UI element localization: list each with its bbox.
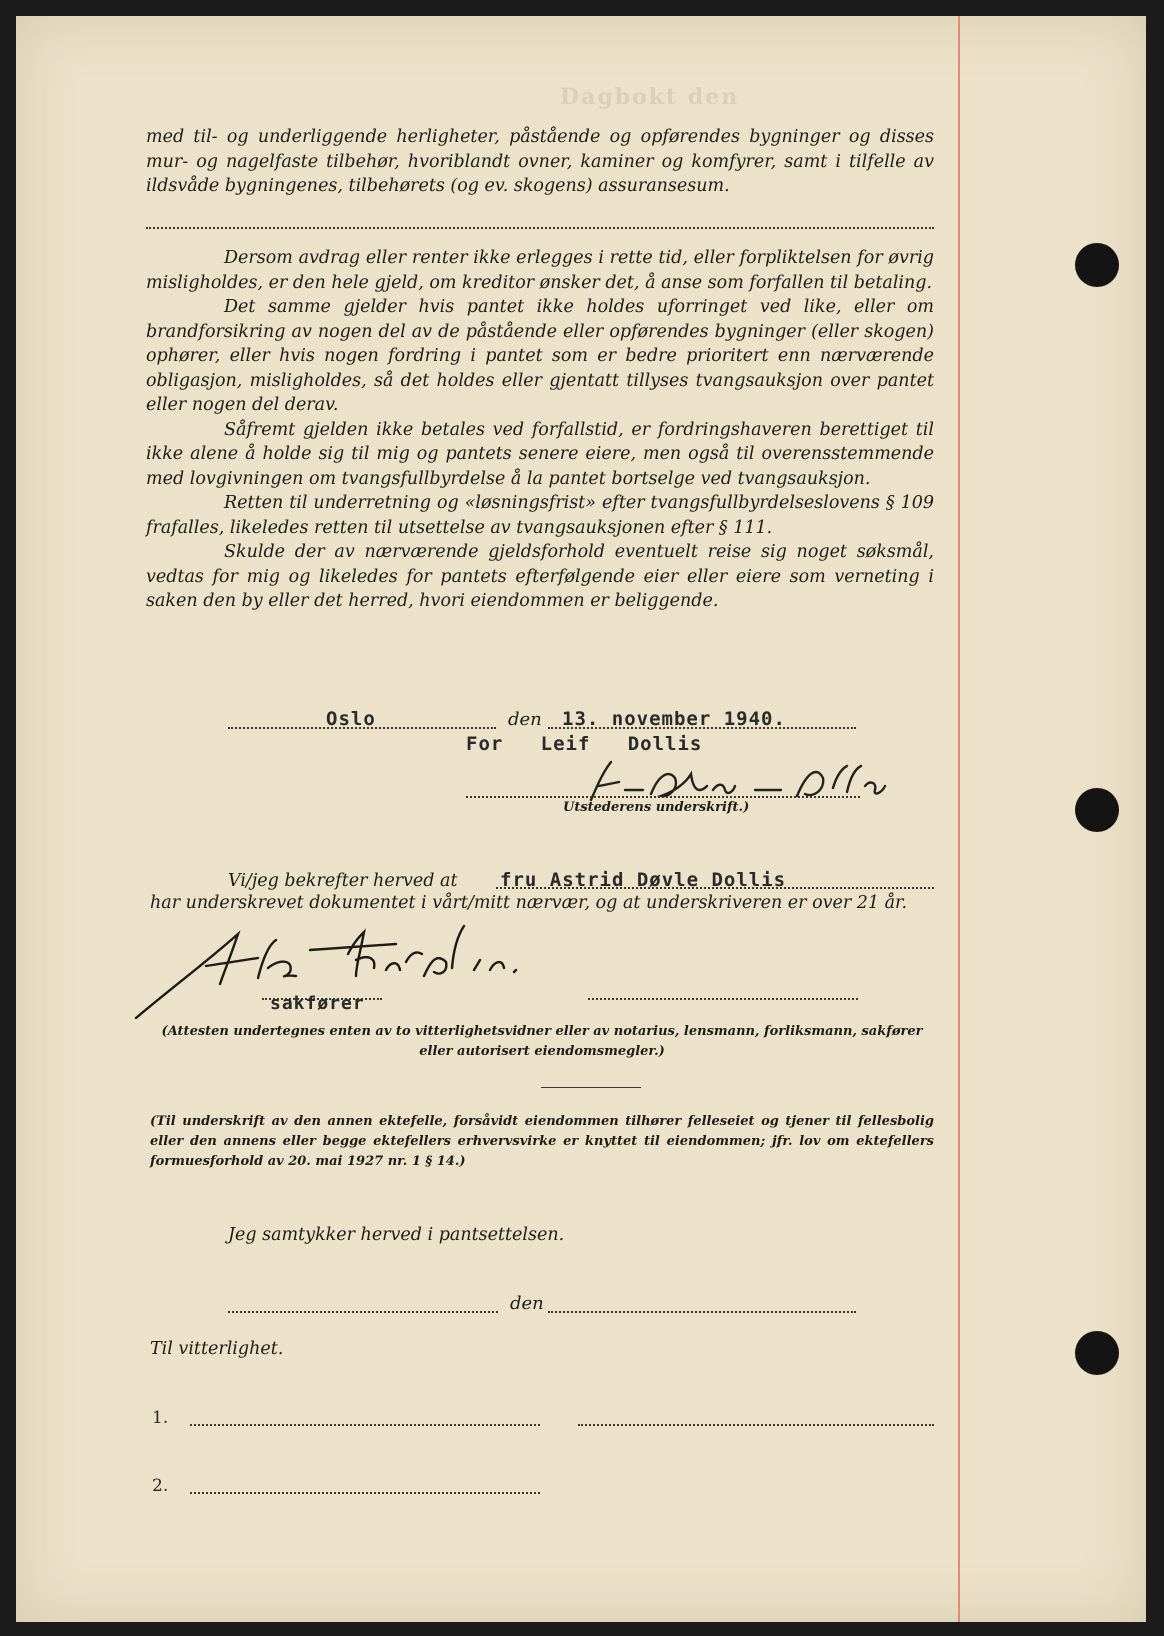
place-field: Oslo — [326, 708, 376, 730]
clause-venue: Skulde der av nærværende gjeldsforhold eventuelt reise sig noget søksmål, vedtas for mig og likeledes for pantets efterfølgende eier eller eiere som verneting i saken den by eller det herred, hvori eiendommen er beliggende. — [146, 542, 934, 611]
attest-note: (Attesten undertegnes enten av to vitterlighetsvidner eller av notarius, lensmann, forliksmann, sakfører eller autorisert eiendomsmegler.) — [161, 1024, 923, 1059]
punch-hole-bottom — [1075, 1331, 1119, 1375]
section-rule — [541, 1087, 641, 1088]
intro-paragraph: med til- og underliggende herligheter, påstående og opførendes bygninger og disses mur- og nagelfaste tilbehør, hvoriblandt ovner, kaminer og komfyrer, samt i tilfelle av ildsvåde bygningenes, tilbehørets (og ev. skogens) assuransesum. — [146, 127, 934, 196]
witness-number-2: 2. — [152, 1476, 169, 1496]
terms-section — [146, 246, 934, 614]
date-field: 13. november 1940. — [562, 708, 786, 730]
clause-forced-sale: Såfremt gjelden ikke betales ved forfallstid, er fordringshaveren berettiget til ikke alene å holde sig til mig og pantets senere eiere, men også til overensstemmende med lovgivningen om tvangsfullbyrdelse å la pantet bortselge ved tvangsauksjon. — [146, 419, 934, 489]
attest-prefix: Vi/jeg bekrefter herved at — [228, 871, 458, 891]
clause-insurance: Det samme gjelder hvis pantet ikke holdes uforringet ved like, eller om brandforsikring av nogen del av de påstående eller opførendes bygninger (eller skogen) ophører, eller hvis nogen fordring i pantet som er bedre prioritert enn nærværende obligasjon, misligholdes, så det holdes eller gjentatt tillyses tvangsauksjon over pantet eller nogen del derav. — [146, 297, 934, 415]
witness-2-name-field[interactable] — [190, 1492, 540, 1494]
punch-hole-top — [1075, 243, 1119, 287]
attest-name: fru Astrid Døvle Dollis — [500, 869, 787, 891]
clause-notice: Retten til underretning og «løsningsfrist» efter tvangsfullbyrdelseslovens § 109 frafalles, likeledes retten til utsettelse av tvangsauksjonen efter § 111. — [146, 493, 934, 538]
witness-1-address-field[interactable] — [578, 1424, 934, 1426]
consent-place-field[interactable] — [228, 1311, 498, 1313]
witness-heading: Til vitterlighet. — [150, 1339, 284, 1359]
issuer-signature-caption: Utstederens underskrift.) — [563, 800, 750, 815]
den-label: den — [508, 709, 542, 730]
faded-heading: Dagbokt den — [560, 84, 740, 110]
spouse-note: (Til underskrift av den annen ektefelle, forsåvidt eiendommen tilhører felleseiet og tjener til fellesbolig eller den annens eller begge ektefellers erhvervsvirke er knyttet til eiendommen; jfr. lov om ektefellers formuesforhold av 20. mai 1927 nr. 1 § 14.) — [150, 1114, 934, 1169]
dotted-separator — [146, 227, 934, 229]
margin-rule — [958, 16, 960, 1622]
consent-den-label: den — [510, 1293, 544, 1314]
signatory-typed: For Leif Dollis — [466, 733, 703, 755]
attest-statement: har underskrevet dokumentet i vårt/mitt nærvær, og at underskriveren er over 21 år. — [150, 893, 908, 913]
clause-default: Dersom avdrag eller renter ikke erlegges i rette tid, eller forpliktelsen for øvrig misligholdes, er den hele gjeld, om kreditor ønsker det, å anse som forfallen til betaling. — [146, 248, 934, 293]
attest-role: sakfører — [270, 993, 365, 1014]
punch-hole-middle — [1075, 788, 1119, 832]
consent-date-field[interactable] — [548, 1311, 856, 1313]
consent-text: Jeg samtykker herved i pantsettelsen. — [228, 1225, 565, 1245]
witness-number-1: 1. — [152, 1408, 169, 1428]
witness-1-name-field[interactable] — [190, 1424, 540, 1426]
